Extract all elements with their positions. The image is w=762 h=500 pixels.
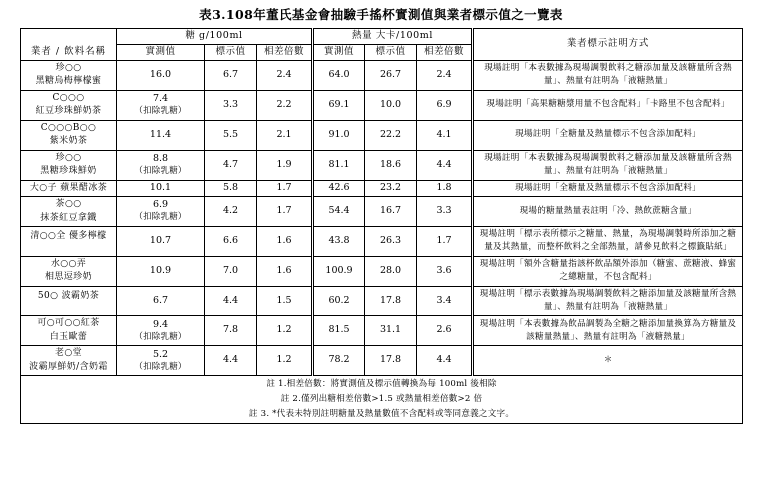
cell-energy-labeled: 17.8 xyxy=(365,346,417,376)
cell-sugar-labeled: 3.3 xyxy=(205,90,257,120)
header-energy-measured: 實測值 xyxy=(313,44,365,60)
cell-sugar-ratio: 1.6 xyxy=(257,227,313,257)
cell-energy-ratio: 4.4 xyxy=(417,346,473,376)
sugar-measured-value: 7.4 xyxy=(152,92,169,104)
cell-vendor-drink-name-line1: C○○○ xyxy=(52,92,85,103)
table-row xyxy=(21,197,743,227)
header-sugar-measured: 實測值 xyxy=(117,44,205,60)
cell-sugar-measured xyxy=(117,346,205,376)
table-row xyxy=(21,180,743,197)
cell-vendor-drink-name-line1: 珍○○ xyxy=(55,62,82,73)
cell-vendor-drink-name-line1: 老○堂 xyxy=(54,348,83,359)
header-vendor-drink-name: 業者 / 飲料名稱 xyxy=(21,44,117,60)
cell-sugar-ratio: 1.2 xyxy=(257,346,313,376)
cell-vendor-drink-name-line2: 相思逗珍奶 xyxy=(44,272,92,283)
cell-energy-measured: 64.0 xyxy=(313,60,365,90)
table-row xyxy=(21,150,743,180)
cell-sugar-ratio: 1.7 xyxy=(257,180,313,197)
sugar-measured-value: 10.7 xyxy=(149,235,172,247)
cell-energy-measured: 91.0 xyxy=(313,120,365,150)
cell-vendor-drink-name-line1: 可○可○○紅茶 xyxy=(37,318,100,329)
footnote-line: 註 3. *代表未特別註明糖量及熱量數值不含配料或等同意義之文字。 xyxy=(248,409,515,420)
cell-sugar-measured xyxy=(117,90,205,120)
cell-sugar-ratio: 2.2 xyxy=(257,90,313,120)
cell-sugar-ratio: 1.9 xyxy=(257,150,313,180)
page-title: 表3.108年董氏基金會抽驗手搖杯實測值與業者標示值之一覽表 xyxy=(199,7,563,22)
cell-vendor-label-remark: 現場註明「全糖量及熱量標示不包含添加配料」 xyxy=(473,120,743,150)
cell-energy-measured: 81.1 xyxy=(313,150,365,180)
cell-energy-ratio: 1.7 xyxy=(417,227,473,257)
header-sugar-labeled: 標示值 xyxy=(205,44,257,60)
cell-vendor-drink-name-line2: 白玉歐蕾 xyxy=(49,331,88,342)
cell-sugar-ratio: 1.7 xyxy=(257,197,313,227)
cell-energy-labeled: 18.6 xyxy=(365,150,417,180)
table-row xyxy=(21,316,743,346)
cell-energy-measured: 69.1 xyxy=(313,90,365,120)
sugar-measured-note: （扣除乳糖） xyxy=(134,361,187,372)
cell-vendor-drink-name-line2: 紅豆珍珠鮮奶茶 xyxy=(35,106,102,117)
cell-energy-labeled: 28.0 xyxy=(365,256,417,286)
cell-energy-labeled: 26.3 xyxy=(365,227,417,257)
cell-energy-measured: 54.4 xyxy=(313,197,365,227)
header-energy-ratio: 相差倍數 xyxy=(417,44,473,60)
cell-energy-labeled: 22.2 xyxy=(365,120,417,150)
cell-energy-measured: 100.9 xyxy=(313,256,365,286)
footnotes-cell xyxy=(21,376,743,424)
cell-energy-ratio: 1.8 xyxy=(417,180,473,197)
cell-energy-measured: 81.5 xyxy=(313,316,365,346)
cell-vendor-label-remark: 現場的糖量熱量表註明「冷、熱飲蔗糖含量」 xyxy=(473,197,743,227)
header-energy-labeled: 標示值 xyxy=(365,44,417,60)
cell-sugar-measured xyxy=(117,60,205,90)
sugar-measured-value: 11.4 xyxy=(149,128,172,140)
cell-sugar-measured xyxy=(117,316,205,346)
cell-vendor-label-remark: 現場註明「本表數據為飲品調製為全糖之糖添加量換算為方糖量及該糖量熱量」、熱量有註明為「液糖熱量」 xyxy=(473,316,743,346)
table-row xyxy=(21,286,743,316)
sugar-measured-value: 10.1 xyxy=(149,181,172,193)
cell-vendor-drink-name-line2: 紫米奶茶 xyxy=(49,136,88,147)
cell-energy-ratio: 2.6 xyxy=(417,316,473,346)
header-sugar-group: 糖 g/100ml xyxy=(117,29,313,45)
table-row xyxy=(21,120,743,150)
header-blank-cell xyxy=(21,29,117,45)
cell-sugar-labeled: 4.4 xyxy=(205,286,257,316)
cell-vendor-drink-name-line2: 波霸厚鮮奶/含奶霜 xyxy=(29,361,108,372)
cell-sugar-ratio: 1.6 xyxy=(257,256,313,286)
footnote-line: 註 1.相差倍數：將實測值及標示值轉換為每 100ml 後相除 xyxy=(266,379,497,390)
cell-sugar-labeled: 5.5 xyxy=(205,120,257,150)
cell-energy-ratio: 3.3 xyxy=(417,197,473,227)
cell-sugar-measured xyxy=(117,180,205,197)
cell-sugar-labeled: 6.6 xyxy=(205,227,257,257)
cell-sugar-ratio: 1.5 xyxy=(257,286,313,316)
cell-energy-ratio: 2.4 xyxy=(417,60,473,90)
cell-sugar-labeled: 7.0 xyxy=(205,256,257,286)
cell-vendor-drink-name xyxy=(21,346,117,376)
sugar-measured-value: 16.0 xyxy=(149,68,172,80)
cell-vendor-label-remark: ＊ xyxy=(473,346,743,376)
table-row xyxy=(21,346,743,376)
cell-vendor-label-remark: 現場註明「標示表所標示之糖量、熱量，為現場調製時所添加之糖量及其熱量，而整杯飲料之全部熱量，請參見飲料之標籤貼紙」 xyxy=(473,227,743,257)
cell-energy-ratio: 4.4 xyxy=(417,150,473,180)
cell-energy-labeled: 31.1 xyxy=(365,316,417,346)
cell-energy-measured: 78.2 xyxy=(313,346,365,376)
sugar-measured-value: 6.9 xyxy=(152,199,169,211)
measurement-table xyxy=(20,28,743,424)
cell-sugar-ratio: 1.2 xyxy=(257,316,313,346)
cell-energy-ratio: 3.4 xyxy=(417,286,473,316)
cell-sugar-ratio: 2.1 xyxy=(257,120,313,150)
cell-sugar-measured xyxy=(117,120,205,150)
cell-vendor-drink-name: 50○ 波霸奶茶 xyxy=(21,286,117,316)
cell-sugar-labeled: 4.2 xyxy=(205,197,257,227)
cell-vendor-drink-name-line1: 茶○○ xyxy=(55,199,82,210)
cell-energy-labeled: 16.7 xyxy=(365,197,417,227)
cell-energy-measured: 60.2 xyxy=(313,286,365,316)
cell-vendor-drink-name-line1: 水○○弄 xyxy=(50,258,87,269)
cell-vendor-drink-name xyxy=(21,60,117,90)
table-header xyxy=(21,29,743,61)
cell-energy-labeled: 10.0 xyxy=(365,90,417,120)
header-energy-group: 熱量 大卡/100ml xyxy=(313,29,473,45)
sugar-measured-value: 8.8 xyxy=(152,152,169,164)
cell-vendor-drink-name-line1: C○○○B○○ xyxy=(40,122,97,133)
cell-sugar-ratio: 2.4 xyxy=(257,60,313,90)
cell-vendor-label-remark: 現場註明「高果糖糖漿用量不包含配料」「卡路里不包含配料」 xyxy=(473,90,743,120)
table-row xyxy=(21,227,743,257)
header-sugar-ratio: 相差倍數 xyxy=(257,44,313,60)
sugar-measured-note: （扣除乳糖） xyxy=(134,165,187,176)
cell-vendor-drink-name: 清○○全 優多檸檬 xyxy=(21,227,117,257)
cell-vendor-drink-name-line2: 黑糖烏梅檸檬蜜 xyxy=(35,76,102,87)
cell-vendor-drink-name xyxy=(21,256,117,286)
cell-sugar-measured xyxy=(117,286,205,316)
cell-vendor-drink-name xyxy=(21,90,117,120)
cell-vendor-drink-name xyxy=(21,150,117,180)
table-row xyxy=(21,256,743,286)
cell-vendor-drink-name-line1: 珍○○ xyxy=(55,152,82,163)
cell-energy-labeled: 23.2 xyxy=(365,180,417,197)
cell-energy-labeled: 17.8 xyxy=(365,286,417,316)
cell-energy-ratio: 6.9 xyxy=(417,90,473,120)
sugar-measured-note: （扣除乳糖） xyxy=(134,212,187,223)
cell-energy-ratio: 3.6 xyxy=(417,256,473,286)
cell-energy-measured: 42.6 xyxy=(313,180,365,197)
sugar-measured-note: （扣除乳糖） xyxy=(134,331,187,342)
table-body xyxy=(21,60,743,376)
cell-vendor-drink-name xyxy=(21,120,117,150)
cell-vendor-drink-name xyxy=(21,197,117,227)
cell-vendor-label-remark: 現場註明「本表數據為現場調製飲料之糖添加量及該糖量所含熱量」、熱量有註明為「液糖熱量」 xyxy=(473,150,743,180)
cell-sugar-labeled: 4.4 xyxy=(205,346,257,376)
cell-vendor-drink-name: 大○子 蘋果醋冰茶 xyxy=(21,180,117,197)
cell-sugar-measured xyxy=(117,256,205,286)
footnotes-row xyxy=(21,376,743,424)
cell-sugar-measured xyxy=(117,227,205,257)
cell-energy-labeled: 26.7 xyxy=(365,60,417,90)
cell-energy-measured: 43.8 xyxy=(313,227,365,257)
sugar-measured-value: 10.9 xyxy=(149,264,172,276)
sugar-measured-note: （扣除乳糖） xyxy=(134,105,187,116)
cell-vendor-label-remark: 現場註明「本表數據為現場調製飲料之糖添加量及該糖量所含熱量」、熱量有註明為「液糖熱量」 xyxy=(473,60,743,90)
cell-sugar-measured xyxy=(117,150,205,180)
cell-sugar-labeled: 6.7 xyxy=(205,60,257,90)
cell-sugar-labeled: 4.7 xyxy=(205,150,257,180)
table-header-group-row xyxy=(21,29,743,45)
cell-vendor-drink-name-line2: 黑糖珍珠鮮奶 xyxy=(40,166,97,177)
table-row xyxy=(21,60,743,90)
cell-vendor-label-remark: 現場註明「全糖量及熱量標示不包含添加配料」 xyxy=(473,180,743,197)
table-footnotes xyxy=(21,376,743,424)
cell-vendor-label-remark: 現場註明「額外含糖量指該杯飲品額外添加（糖蜜、蔗糖液、蜂蜜之總糖量，不包含配料」 xyxy=(473,256,743,286)
cell-sugar-labeled: 5.8 xyxy=(205,180,257,197)
footnote-line: 註 2.僅列出糖相差倍數>1.5 或熱量相差倍數>2 倍 xyxy=(280,394,483,405)
cell-sugar-labeled: 7.8 xyxy=(205,316,257,346)
cell-vendor-drink-name xyxy=(21,316,117,346)
sugar-measured-value: 6.7 xyxy=(152,294,169,306)
cell-vendor-drink-name-line2: 抹茶紅豆拿鐵 xyxy=(40,212,97,223)
cell-energy-ratio: 4.1 xyxy=(417,120,473,150)
cell-vendor-label-remark: 現場註明「標示表數據為現場調製飲料之糖添加量及該糖量所含熱量」、熱量有註明為「液糖熱量」 xyxy=(473,286,743,316)
sugar-measured-value: 5.2 xyxy=(152,348,169,360)
sugar-measured-value: 9.4 xyxy=(152,318,169,330)
cell-sugar-measured xyxy=(117,197,205,227)
table-row xyxy=(21,90,743,120)
header-remark-column: 業者標示註明方式 xyxy=(473,29,743,61)
